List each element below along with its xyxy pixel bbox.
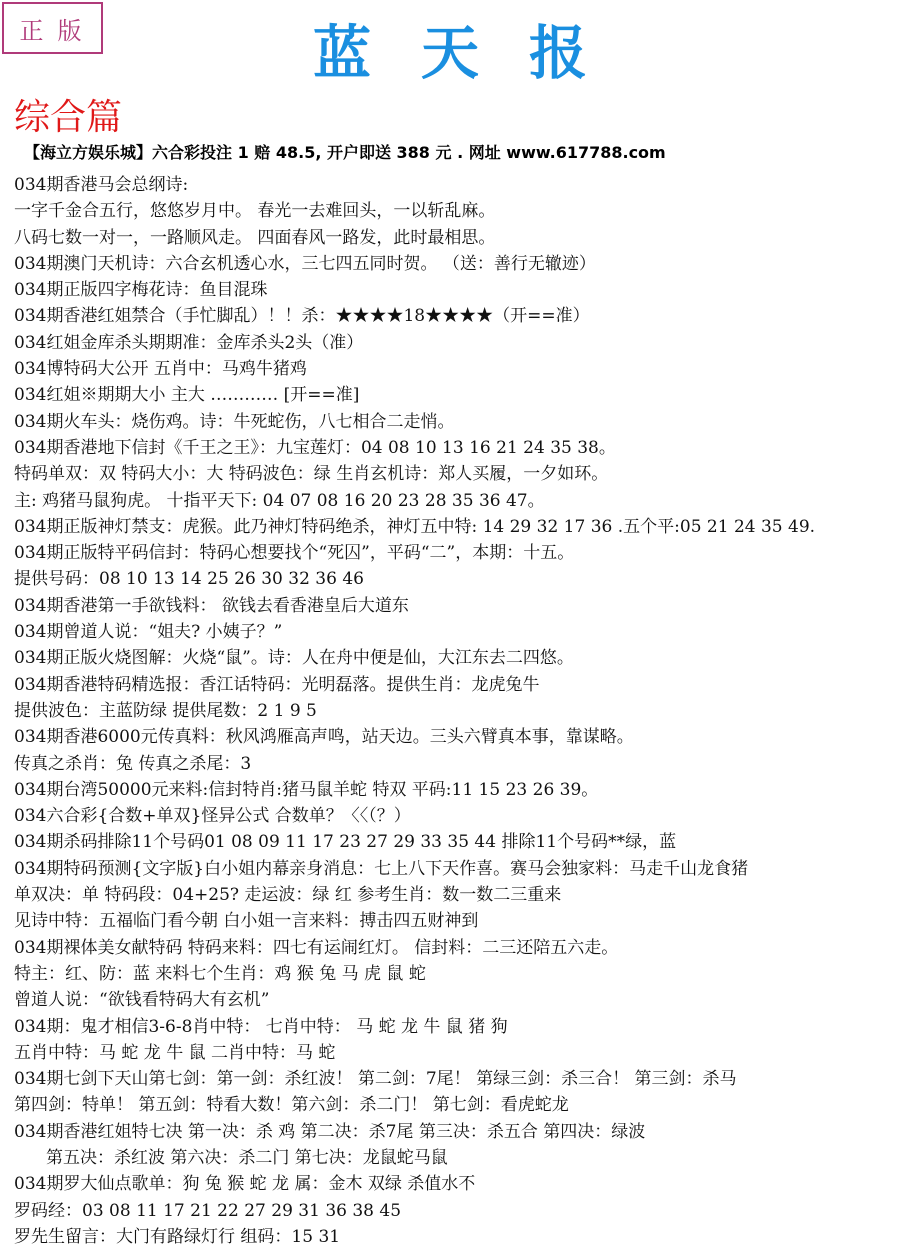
content-line: 034期香港红姐特七决 第一决：杀 鸡 第二决：杀7尾 第三决：杀五合 第四决：绿波 (14, 1121, 646, 1142)
content-line: 034期特码预测{文字版}白小姐内幕亲身消息：七上八下天作喜。赛马会独家料：马走千山龙食猪 (14, 858, 749, 879)
content-line: 034六合彩{合数+单双}怪异公式 合数单？〈〈（？） (14, 806, 411, 827)
content-line: 034期香港6000元传真料：秋风鸿雁高声鸣，站天边。三头六臂真本事，靠谋略。 (14, 727, 634, 748)
content-line: 提供号码：08 10 13 14 25 26 30 32 36 46 (14, 569, 364, 590)
content-line: 034红姐※期期大小 主大 ………… [开==准] (14, 385, 360, 406)
content-line: 034期罗大仙点歌单：狗 兔 猴 蛇 龙 属：金木 双绿 杀值水不 (14, 1174, 476, 1195)
content-line: 034期正版四字梅花诗：鱼目混珠 (14, 280, 268, 301)
content-line: 034期裸体美女献特码 特码来料：四七有运闹红灯。 信封料：二三还陪五六走。 (14, 937, 619, 958)
section-title: 综合篇 (14, 97, 123, 138)
content-line: 第五决：杀红波 第六决：杀二门 第七决：龙鼠蛇马鼠 (46, 1147, 448, 1168)
content-line: 特码单双：双 特码大小：大 特码波色：绿 生肖玄机诗：郑人买履，一夕如环。 (14, 464, 609, 485)
content-line: 034期杀码排除11个号码01 08 09 11 17 23 27 29 33 35 44 排除11个号码**绿，蓝 (14, 832, 677, 853)
content-line: 034期正版特平码信封：特码心想要找个“死囚”，平码“二”，本期：十五。 (14, 543, 575, 564)
content-line: 034期台湾50000元来料:信封特肖:猪马鼠羊蛇 特双 平码:11 15 23 26 39。 (14, 779, 599, 800)
content-line: 提供波色：主蓝防绿 提供尾数：2 1 9 5 (14, 700, 317, 721)
content-line: 五肖中特：马 蛇 龙 牛 鼠 二肖中特：马 蛇 (14, 1042, 336, 1063)
content-line: 第四剑：特单！ 第五剑：特看大数！第六剑：杀二门！ 第七剑：看虎蛇龙 (14, 1095, 569, 1116)
content-line: 034期香港马会总纲诗: (14, 175, 189, 195)
content-line: 传真之杀肖：兔 传真之杀尾：3 (14, 753, 252, 774)
advertisement-line: 【海立方娱乐城】六合彩投注 1 赔 48.5, 开户即送 388 元 . 网址 www.617788.com (24, 143, 666, 162)
content-line: 034博特码大公开 五肖中：马鸡牛猪鸡 (14, 359, 307, 380)
content-line: 034期香港第一手欲钱料： 欲钱去看香港皇后大道东 (14, 595, 409, 616)
content-line: 单双决：单 特码段：04+25? 走运波：绿 红 参考生肖：数一数二三重来 (14, 885, 562, 906)
content-line: 034期七剑下天山第七剑：第一剑：杀红波！ 第二剑：7尾！ 第绿三剑：杀三合！ 第三剑：杀马 (14, 1069, 737, 1090)
content-line: 见诗中特：五福临门看今朝 白小姐一言来料：搏击四五财神到 (14, 911, 479, 932)
content-line: 034期香港地下信封《千王之王》：九宝莲灯：04 08 10 13 16 21 24 35 38。 (14, 437, 616, 458)
content-line: 罗先生留言：大门有路绿灯行 组码：15 31 (14, 1226, 341, 1247)
content-line: 034期香港特码精选报：香江话特码：光明磊落。提供生肖：龙虎兔牛 (14, 674, 540, 695)
content-line: 主: 鸡猪马鼠狗虎。 十指平天下: 04 07 08 16 20 23 28 35 36 47。 (14, 490, 545, 511)
content-lines (14, 172, 898, 1250)
authentic-edition-badge (2, 2, 103, 54)
content-line: 罗码经：03 08 11 17 21 22 27 29 31 36 38 45 (14, 1200, 402, 1221)
content-line: 034期正版神灯禁支：虎猴。此乃神灯特码绝杀，神灯五中特: 14 29 32 17 36 .五个平:05 21 24 35 49. (14, 516, 816, 537)
content-line: 一字千金合五行，悠悠岁月中。 春光一去难回头，一以斩乱麻。 (14, 201, 496, 222)
content-line: 曾道人说：“欲钱看特码大有玄机” (14, 990, 270, 1011)
badge-label: 正版 (19, 16, 96, 45)
content-line: 034期香港红姐禁合（手忙脚乱）！！杀：★★★★18★★★★（开==准） (14, 306, 590, 327)
content-line: 034期正版火烧图解：火烧“鼠”。诗：人在舟中便是仙，大江东去二四悠。 (14, 648, 574, 669)
newspaper-title: 蓝天报 (312, 19, 637, 87)
content-line: 034红姐金库杀头期期准：金库杀头2头（准） (14, 332, 364, 353)
content-line: 八码七数一对一，一路顺风走。 四面春风一路发，此时最相思。 (14, 227, 496, 248)
content-line: 034期曾道人说：“姐夫? 小姨子？” (14, 622, 283, 643)
content-line: 034期：鬼才相信3-6-8肖中特： 七肖中特： 马 蛇 龙 牛 鼠 猪 狗 (14, 1016, 508, 1037)
content-line: 034期火车头：烧伤鸡。诗：牛死蛇伤，八七相合二走悄。 (14, 411, 455, 432)
content-line: 特主：红、防：蓝 来料七个生肖：鸡 猴 兔 马 虎 鼠 蛇 (14, 963, 426, 984)
content-line: 034期澳门天机诗：六合玄机透心水，三七四五同时贺。 （送：善行无辙迹） (14, 253, 596, 274)
